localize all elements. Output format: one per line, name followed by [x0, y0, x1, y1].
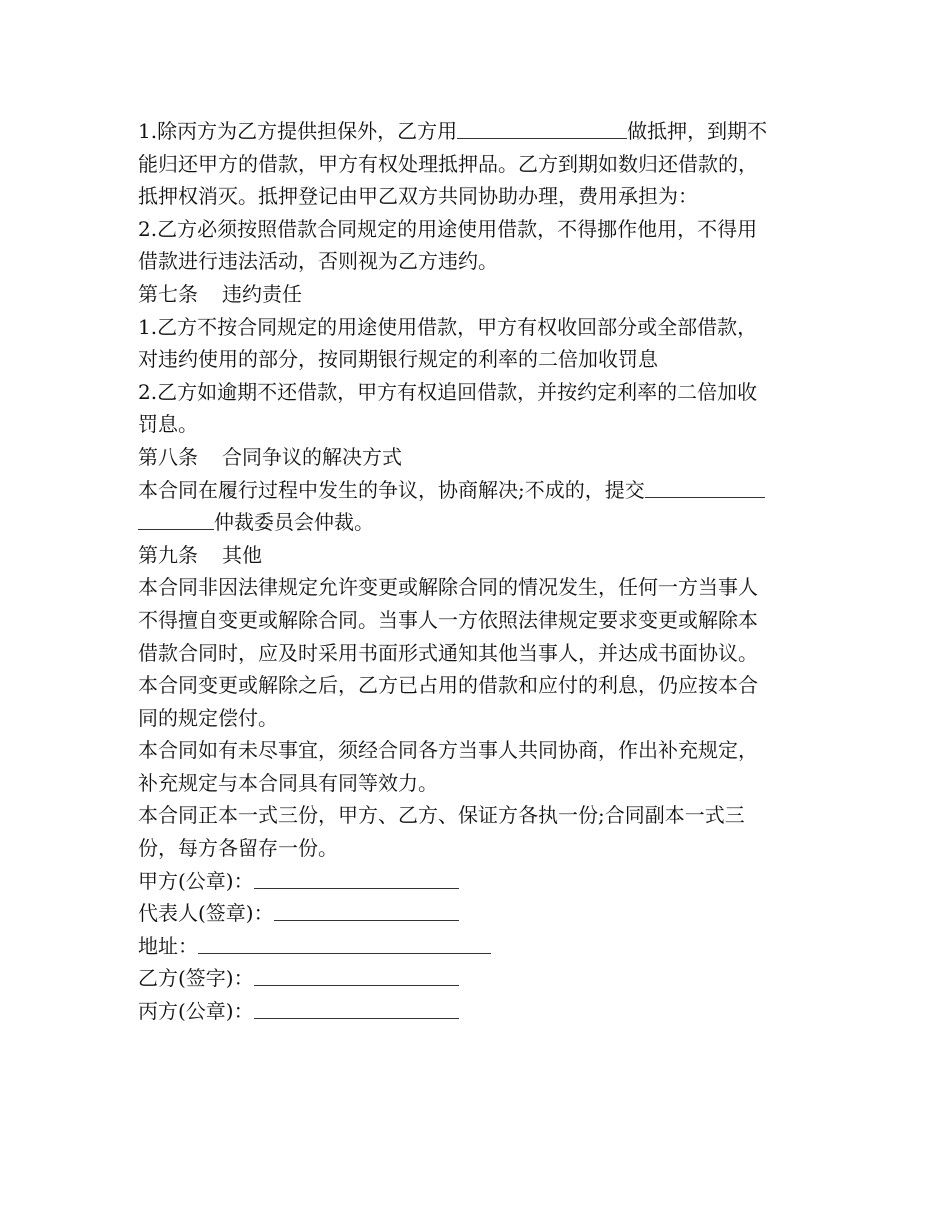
clause-text: 同的规定偿付。	[138, 705, 278, 730]
signature-party-b	[138, 962, 814, 995]
article-8-heading	[138, 441, 814, 474]
clause-text: 仲裁委员会仲裁。	[214, 510, 374, 535]
paragraph-line	[138, 311, 814, 344]
clause-text: 补充规定与本合同具有同等效力。	[138, 770, 438, 795]
paragraph-line	[138, 343, 814, 376]
clause-text: 2.乙方如逾期不还借款，甲方有权追回借款，并按约定利率的二倍加收	[138, 379, 758, 404]
signature-party-c	[138, 995, 814, 1028]
document-page	[138, 115, 814, 1028]
signature-address	[138, 930, 814, 963]
paragraph-line	[138, 148, 814, 181]
paragraph-line	[138, 799, 814, 832]
clause-text: 对违约使用的部分，按同期银行规定的利率的二倍加收罚息	[138, 347, 658, 372]
article-title: 其他	[222, 542, 262, 567]
paragraph-line	[138, 832, 814, 865]
signature-representative	[138, 897, 814, 930]
clause-text: 本合同变更或解除之后，乙方已占用的借款和应付的利息，仍应按本合	[138, 673, 758, 698]
signature-label: 代表人(签章)：	[138, 901, 274, 926]
clause-text: 本合同非因法律规定允许变更或解除合同的情况发生，任何一方当事人	[138, 575, 758, 600]
signature-blank	[254, 964, 459, 986]
paragraph-line	[138, 571, 814, 604]
article-7-heading	[138, 278, 814, 311]
paragraph-line	[138, 408, 814, 441]
signature-blank	[198, 932, 491, 954]
paragraph-line	[138, 245, 814, 278]
mortgage-clause-text: 1.除丙方为乙方提供担保外，乙方用	[138, 119, 458, 143]
signature-blank	[274, 899, 459, 921]
clause-text: 罚息。	[138, 412, 198, 437]
clause-text: 借款合同时，应及时采用书面形式通知其他当事人，并达成书面协议。	[138, 640, 758, 665]
paragraph-line	[138, 506, 814, 539]
mortgage-clause-text-cont: 做抵押，到期不	[627, 119, 768, 143]
collateral-blank	[457, 117, 627, 139]
article-number: 第八条	[138, 444, 198, 469]
paragraph-line	[138, 767, 814, 800]
arbitration-blank	[645, 476, 765, 498]
signature-party-a	[138, 865, 814, 898]
signature-blank	[254, 867, 459, 889]
clause-text: 2.乙方必须按照借款合同规定的用途使用借款，不得挪作他用，不得用	[138, 216, 758, 241]
article-number: 第七条	[138, 281, 198, 306]
paragraph-line	[138, 115, 814, 148]
paragraph-line	[138, 669, 814, 702]
signature-label: 丙方(公章)：	[138, 999, 254, 1024]
clause-text: 抵押权消灭。抵押登记由甲乙双方共同协助办理，费用承担为：	[138, 184, 698, 209]
clause-text: 本合同如有未尽事宜，须经合同各方当事人共同协商，作出补充规定，	[138, 738, 758, 763]
paragraph-line	[138, 180, 814, 213]
paragraph-line	[138, 637, 814, 670]
clause-text: 借款进行违法活动，否则视为乙方违约。	[138, 249, 498, 274]
clause-text: 1.乙方不按合同规定的用途使用借款，甲方有权收回部分或全部借款，	[138, 314, 758, 339]
signature-label: 乙方(签字)：	[138, 966, 254, 991]
clause-text: 份，每方各留存一份。	[138, 836, 338, 861]
article-title: 合同争议的解决方式	[222, 444, 402, 469]
clause-text: 能归还甲方的借款，甲方有权处理抵押品。乙方到期如数归还借款的，	[138, 151, 758, 176]
signature-blank	[254, 997, 459, 1019]
signature-label: 地址：	[138, 933, 198, 958]
article-9-heading	[138, 539, 814, 572]
article-title: 违约责任	[222, 281, 302, 306]
paragraph-line	[138, 376, 814, 409]
paragraph-line	[138, 702, 814, 735]
clause-text: 本合同在履行过程中发生的争议，协商解决;不成的，提交	[138, 477, 645, 502]
paragraph-line	[138, 604, 814, 637]
clause-text: 本合同正本一式三份，甲方、乙方、保证方各执一份;合同副本一式三	[138, 803, 745, 828]
article-number: 第九条	[138, 542, 198, 567]
paragraph-line	[138, 474, 814, 507]
paragraph-line	[138, 213, 814, 246]
signature-label: 甲方(公章)：	[138, 868, 254, 893]
clause-text: 不得擅自变更或解除合同。当事人一方依照法律规定要求变更或解除本	[138, 607, 758, 632]
paragraph-line	[138, 734, 814, 767]
arbitration-blank-cont	[138, 508, 214, 530]
